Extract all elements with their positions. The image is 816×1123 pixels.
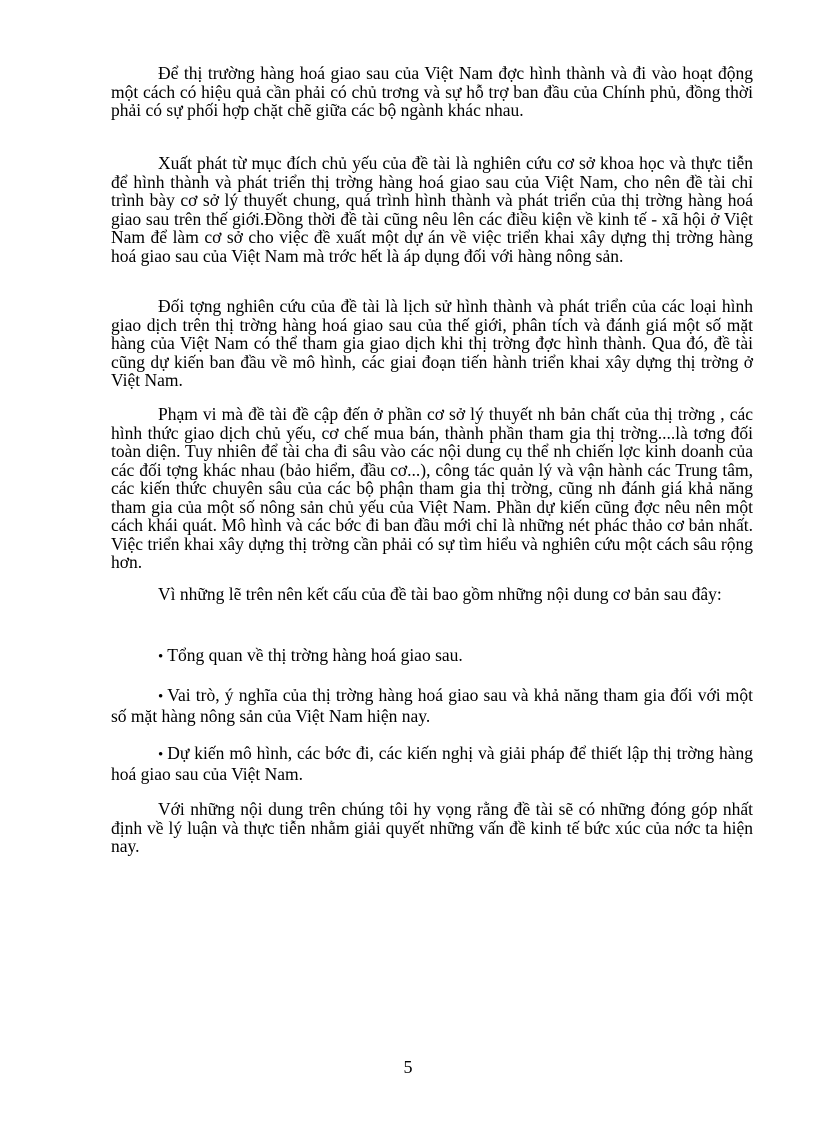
page-number: 5 (403, 1057, 413, 1077)
bullet-text: Dự kiến mô hình, các bớc đi, các kiến nghị và giải pháp để thiết lập thị trờng hàng hoá giao sau của Việt Nam. (111, 743, 753, 784)
bullet-item-role (111, 686, 753, 725)
paragraph-scope: Phạm vi mà đề tài đề cập đến ở phần cơ sở lý thuyết nh bản chất của thị trờng , các hình thức giao dịch chủ yếu, cơ chế mua bán, thành phần tham gia thị trờng....là tơng đối toàn diện. Tuy nhiên để tài cha đi sâu vào các nội dung cụ thể nh chiến lợc kinh doanh của các đối tợng khác nhau (bảo hiểm, đầu cơ...), công tác quản lý và vận hành các Trung tâm, các kiến thức chuyên sâu của các bộ phận tham gia thị trờng, cũng nh đánh giá khả năng tham gia của một số nông sản chủ yếu của Việt Nam. Phần dự kiến cũng đợc nêu nên một cách khái quát. Mô hình và các bớc đi ban đầu mới chỉ là những nét phác thảo cơ bản nhất. Việc triển khai xây dựng thị trờng cần phải có sự tìm hiểu và nghiên cứu một cách sâu rộng hơn. (111, 404, 753, 572)
bullet-icon: • (158, 689, 164, 705)
bullet-item-model (111, 744, 753, 783)
bullet-text: Tổng quan về thị trờng hàng hoá giao sau. (167, 645, 463, 665)
paragraph-research-object: Đối tợng nghiên cứu của đề tài là lịch sử hình thành và phát triển của các loại hình giao dịch trên thị trờng hàng hoá giao sau của thế giới, phân tích và đánh giá một số mặt hàng của Việt Nam có thể tham gia giao dịch khi thị trờng đợc hình thành. Qua đó, đề tài cũng dự kiến ban đầu về mô hình, các giai đoạn tiến hành triển khai xây dựng thị trờng ở Việt Nam. (111, 296, 753, 390)
bullet-icon: • (158, 747, 164, 763)
paragraph-structure: Vì những lẽ trên nên kết cấu của đề tài bao gồm những nội dung cơ bản sau đây: (158, 584, 722, 604)
bullet-text: Vai trò, ý nghĩa của thị trờng hàng hoá giao sau và khả năng tham gia đối với một số mặt hàng nông sản của Việt Nam hiện nay. (111, 685, 753, 726)
paragraph-purpose: Xuất phát từ mục đích chủ yếu của đề tài là nghiên cứu cơ sở khoa học và thực tiễn để hình thành và phát triển thị trờng hàng hoá giao sau của Việt Nam, cho nên đề tài chỉ trình bày cơ sở lý thuyết chung, quá trình hình thành và phát triển của thị trờng hàng hoá giao sau trên thế giới.Đồng thời đề tài cũng nêu lên các điều kiện về kinh tế - xã hội ở Việt Nam để làm cơ sở cho việc đề xuất một dự án về việc triển khai xây dựng thị trờng hàng hoá giao sau của Việt Nam mà trớc hết là áp dụng đối với hàng nông sản. (111, 153, 753, 266)
paragraph-conclusion: Với những nội dung trên chúng tôi hy vọng rằng đề tài sẽ có những đóng góp nhất định về lý luận và thực tiễn nhằm giải quyết những vấn đề kinh tế bức xúc của nớc ta hiện nay. (111, 799, 753, 856)
bullet-item-overview (111, 646, 753, 667)
paragraph-intro: Để thị trường hàng hoá giao sau của Việt Nam đợc hình thành và đi vào hoạt động một cách có hiệu quả cần phải có chủ trơng và sự hỗ trợ ban đầu của Chính phủ, đồng thời phải có sự phối hợp chặt chẽ giữa các bộ ngành khác nhau. (111, 63, 753, 120)
bullet-icon: • (158, 649, 164, 665)
